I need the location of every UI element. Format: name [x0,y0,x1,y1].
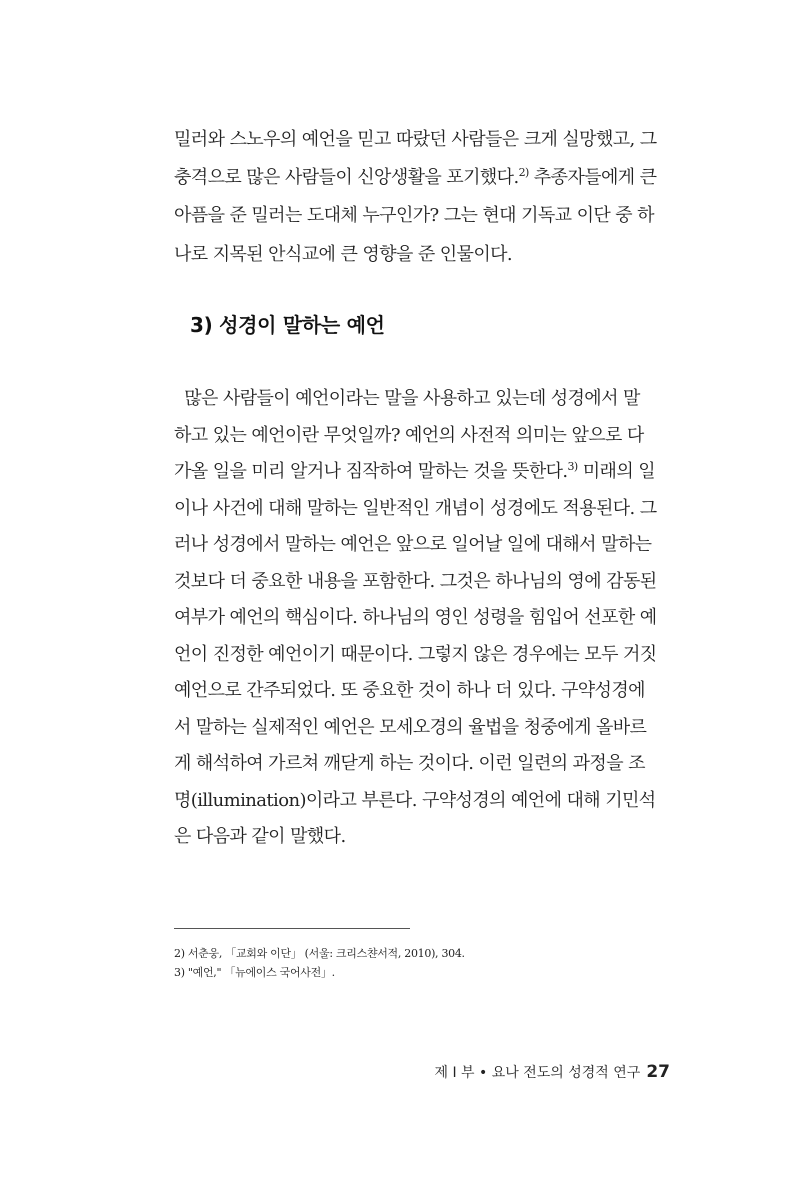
text-line: 밀러와 스노우의 예언을 믿고 따랐던 사람들은 크게 실망했고, 그 [174,129,657,150]
text-line [174,159,671,197]
footnote-3: 3) "예언," 「뉴에이스 국어사전」. [174,966,335,979]
section-heading: 3) 성경이 말하는 예언 [190,313,385,337]
text-line: 여부가 예언의 핵심이다. 하나님의 영인 성령을 힘입어 선포한 예 [174,607,657,628]
footnote-ref-2: 2) [518,166,529,180]
running-footer-label: 제 I 부 • 요나 전도의 성경적 연구 [434,1065,641,1081]
running-footer [435,1062,671,1082]
text-line: 아픔을 준 밀러는 도대체 누구인가? 그는 현대 기독교 이단 중 하 [174,205,654,227]
text-segment: 미래의 일 [577,461,656,482]
text-line: 나로 지목된 안식교에 큰 영향을 준 인물이다. [174,243,513,265]
footnote-ref-3: 3) [567,460,578,473]
page-number: 27 [646,1062,670,1082]
text-line: 언이 진정한 예언이기 때문이다. 그렇지 않은 경우에는 모두 거짓 [174,643,657,665]
text-line: 이나 사건에 대해 말하는 일반적인 개념이 성경에도 적용된다. 그 [174,497,657,519]
text-line: 많은 사람들이 예언이라는 말을 사용하고 있는데 성경에서 말 [174,388,640,409]
text-segment: 가올 일을 미리 알거나 짐작하여 말하는 것을 뜻한다. [174,461,568,482]
footnote-2: 2) 서춘웅, 「교회와 이단」 (서울: 크리스챤서적, 2010), 304. [174,947,465,960]
text-line: 하고 있는 예언이란 무엇일까? 예언의 사전적 의미는 앞으로 다 [174,424,644,446]
text-line: 것보다 더 중요한 내용을 포함한다. 그것은 하나님의 영에 감동된 [174,570,657,592]
text-line: 러나 성경에서 말하는 예언은 앞으로 일어날 일에 대해서 말하는 [174,534,652,555]
text-line: 게 해석하여 가르쳐 깨닫게 하는 것이다. 이런 일련의 과정을 조 [174,753,645,774]
text-line [174,454,671,491]
text-segment: 추종자들에게 큰 [528,167,657,189]
text-line: 은 다음과 같이 말했다. [174,826,346,847]
footnotes [174,944,465,982]
text-segment: 충격으로 많은 사람들이 신앙생활을 포기했다. [174,167,519,189]
text-line: 서 말하는 실제적인 예언은 모세오경의 율법을 청중에게 올바르 [174,716,647,738]
text-line: 예언으로 간주되었다. 또 중요한 것이 하나 더 있다. 구약성경에 [174,680,645,701]
footnote-divider [174,928,410,929]
text-line: 명(illumination)이라고 부른다. 구약성경의 예언에 대해 기민석 [174,789,656,811]
main-paragraph [174,381,671,856]
intro-paragraph [174,121,671,274]
